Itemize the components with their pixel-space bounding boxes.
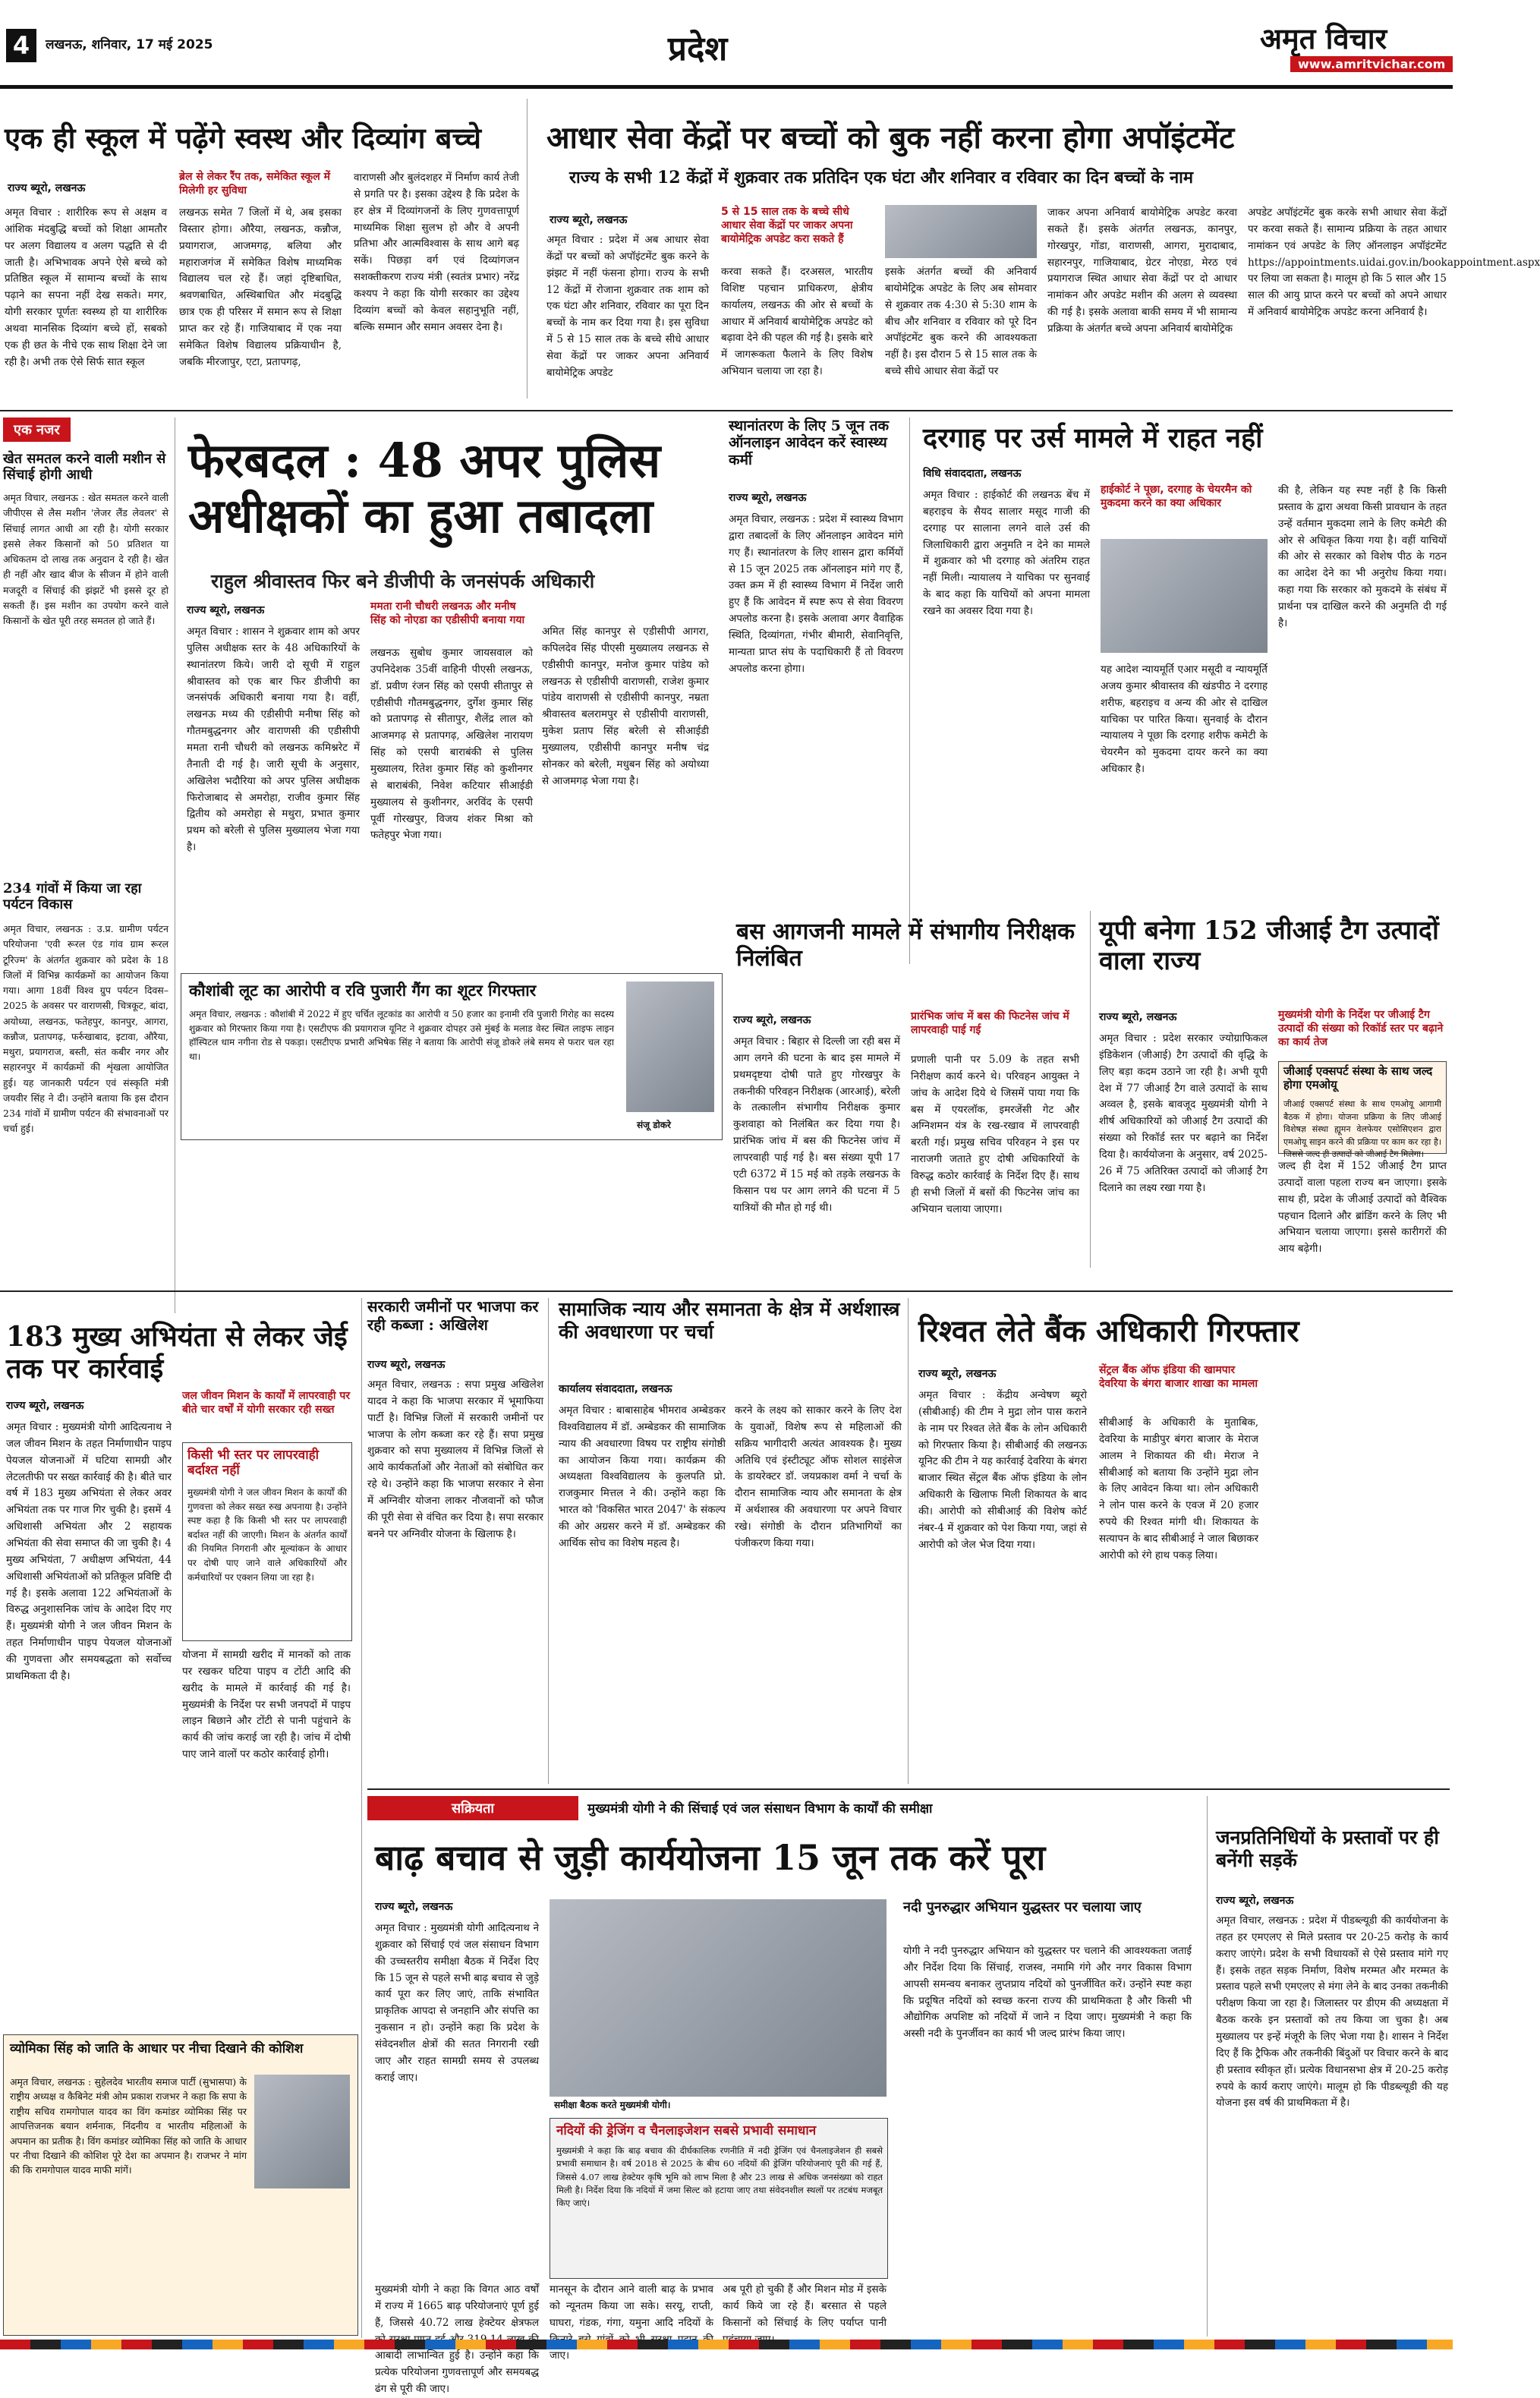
cm-meeting-photo	[550, 1899, 887, 2097]
byline: राज्य ब्यूरो, लखनऊ	[187, 604, 265, 616]
body-col-3: वाराणसी और बुलंदशहर में निर्माण कार्य तेजी से प्रगति पर है। इसका उद्देश्य है कि प्रदेश के हर क्षेत्र में दिव्यांगजनों के लिए गुणवत्तापूर्ण माध्यमिक शिक्षा सुलभ हो और वे अपनी प्रतिभा और आत्मविश्वास के साथ आगे बढ़ सकें। पिछड़ा वर्ग एवं दिव्यांगजन सशक्तीकरण राज्य मंत्री (स्वतंत्र प्रभार) नरेंद्र कश्यप ने कहा कि योगी सरकार का उद्देश्य दिव्यांग बच्चों को केवल सहानुभूति नहीं, बल्कि सम्मान और समान अवसर देना है।	[354, 172, 519, 333]
photo-caption: समीक्षा बैठक करते मुख्यमंत्री योगी।	[554, 2100, 671, 2110]
headline: फेरबदल : 48 अपर पुलिस अधीक्षकों का हुआ तबादला	[188, 433, 661, 544]
body-col-2: करवा सकते हैं। दरअसल, भारतीय विशिष्ट पहचान प्राधिकरण, क्षेत्रीय कार्यालय, लखनऊ की ओर से बच्चों के आधार में अनिवार्य बायोमेट्रिक अपडेट को बढ़ावा देने की पहल की गई है। इसके बारे में जागरूकता फैलाने के लिए विशेष अभियान चलाया जा रहा है।	[721, 266, 873, 378]
article-health-transfer	[729, 418, 903, 767]
body-col-1: अमृत विचार : केंद्रीय अन्वेषण ब्यूरो (सीबीआई) की टीम ने मुद्रा लोन पास कराने के नाम पर रिश्वत लेते बैंक के लोन अधिकारी को गिरफ्तार किया है। सीबीआई की लखनऊ यूनिट की टीम ने यह कार्रवाई देवरिया के बंगरा बाजार स्थित सेंट्रल बैंक ऑफ इंडिया के लोन अधिकारी के खिलाफ मिली शिकायत के बाद की। आरोपी को सीबीआई की विशेष कोर्ट नंबर-4 में शुक्रवार को पेश किया गया, जहां से आरोपी को जेल भेज दिया गया।	[918, 1389, 1087, 1551]
divider	[361, 1298, 362, 2338]
byline: राज्य ब्यूरो, लखनऊ	[6, 1400, 84, 1412]
body-col-2: योजना में सामग्री खरीद में मानकों को ताक पर रखकर घटिया पाइप व टोंटी आदि की खरीद के मामले में कार्रवाई की गई है। मुख्यमंत्री के निर्देश पर सभी जनपदों में पाइप लाइन बिछाने और टोंटी से पानी पहुंचाने के कार्य की जांच कराई जा रही है। जांच में दोषी पाए जाने वालों पर कठोर कार्रवाई होगी।	[182, 1649, 351, 1761]
body-col-4: अब पूरी हो चुकी हैं और मिशन मोड में इसके कार्य किये जा रहे हैं। बरसात से पहले किसानों को सिंचाई के लिए पर्याप्त पानी	[723, 2283, 887, 2329]
body-col-1: अमृत विचार : शासन ने शुक्रवार शाम को अपर पुलिस अधीक्षक स्तर के 48 अधिकारियों के स्थानांतरण किये। जारी दो सूची में राहुल श्रीवास्तव को एक बार फिर डीजीपी का जनसंपर्क अधिकारी बनाया गया है। वहीं, लखनऊ मध्य की एडीसीपी मनीषा सिंह को गौतमबुद्धनगर और वाराणसी की एडीसीपी ममता रानी चौधरी को लखनऊ कमिश्नरेट में तैनाती दी गई है। जारी सूची के अनुसार, अखिलेश भदौरिया को अपर पुलिस अधीक्षक फिरोजाबाद से अमरोहा, राजीव कुमार सिंह द्वितीय को अमरोहा से मथुरा, प्रभात कुमार प्रथम को बरेली से पुलिस मुख्यालय भेजा गया है।	[187, 625, 360, 854]
article-dargah-urs	[915, 418, 1450, 911]
headline: व्योमिका सिंह को जाति के आधार पर नीचा दिखाने की कोशिश	[10, 2041, 304, 2056]
page-number: 4	[6, 29, 36, 62]
body-text: अमृत विचार, लखनऊ : प्रदेश में स्वास्थ्य विभाग द्वारा तबादलों के लिए ऑनलाइन आवेदन मांगे गए हैं। स्थानांतरण के लिए शासन द्वारा कर्मियों से 15 जून 2025 तक ऑनलाइन मांगे गए हैं, उक्त क्रम में ही स्वास्थ्य विभाग में निर्देश जारी हुए हैं कि आवेदन में स्पष्ट रूप से सेवा विवरण अपलोड करना है। इसके अलावा अगर वैवाहिक स्थिति, दिव्यांगता, गंभीर बीमारी, सेवानिवृत्ति, मान्यता प्राप्त संघ के पदाधिकारी हैं तो विवरण अपलोड करना होगा।	[729, 513, 903, 675]
body-col-2: जल्द ही देश में 152 जीआई टैग प्राप्त उत्पादों वाला पहला राज्य बन जाएगा। इसके साथ ही, प्रदेश के जीआई उत्पादों को वैश्विक पहचान दिलाने और ब्रांडिंग करने के लिए भी अभियान चलाया जाएगा। इससे कारीगरों की आय बढ़ेगी।	[1278, 1160, 1447, 1256]
body-text: अमृत विचार, लखनऊ : सुहेलदेव भारतीय समाज पार्टी (सुभासपा) के राष्ट्रीय अध्यक्ष व कैबिनेट मंत्री ओम प्रकाश राजभर ने कहा कि सपा के राष्ट्रीय सचिव रामगोपाल यादव का विंग कमांडर व्योमिका सिंह पर आपत्तिजनक बयान शर्मनाक, निंदनीय व भारतीय महिलाओं के अपमान का प्रतीक है। विंग कमांडर व्योमिका सिंह को जाति के आधार पर नीचा दिखाने की कोशिश पूरे देश का अपमान है। राजभर ने मांग की कि रामगोपाल यादव माफी मांगें।	[10, 2076, 247, 2176]
bullet-point: सेंट्रल बैंक ऑफ इंडिया की खामपार देवरिया के बंगरा बाजार शाखा का मामला	[1099, 1364, 1258, 1391]
header-rule	[0, 85, 1453, 89]
body-col-1: अमृत विचार : प्रदेश में अब आधार सेवा केंद्रों पर बच्चों को अपॉइंटमेंट बुक करने के झंझट में नहीं फंसना होगा। राज्य के सभी 12 केंद्रों में रोजाना शुक्रवार तक शाम को एक घंटा और शनिवार, रविवार का पूरा दिन बच्चों के नाम कर दिया गया है। इस सुविधा में 5 से 15 साल तक के बच्चे सीधे आधार सेवा केंद्रों पर जाकर अपना अनिवार्य बायोमेट्रिक अपडेट	[546, 234, 709, 379]
headline: आधार सेवा केंद्रों पर बच्चों को बुक नहीं करना होगा अपॉइंटमेंट	[546, 120, 1235, 156]
body-text: अमृत विचार, लखनऊ : सपा प्रमुख अखिलेश यादव ने कहा कि भाजपा सरकार में भूमाफिया पार्टी है। विभिन्न जिलों में सरकारी जमीनों पर भाजपा के लोग कब्जा कर रहे हैं। सपा प्रमुख शुक्रवार को सपा मुख्यालय में विभिन्न जिलों से आये कार्यकर्ताओं और नेताओं को संबोधित कर रहे थे। उन्होंने कहा कि भाजपा सरकार ने सेना में अग्निवीर योजना लाकर नौजवानों को फौज की पूरी सेवा से वंचित कर दिया है। सपा सरकार बनने पर अग्निवीर योजना के खिलाफ है।	[367, 1379, 543, 1540]
body-col-1: अमृत विचार : शारीरिक रूप से अक्षम व आंशिक मंदबुद्धि बच्चों को शिक्षा आमतौर पर अलग विद्यालय व अलग पद्धति से दी जाती है। अभिभावक अपने ऐसे बच्चे को प्रतिष्ठित स्कूल में सामान्य बच्चों के साथ पढ़ाने का सपना नहीं देख सकते। मगर, योगी सरकार पूर्णतः स्वस्थ्य हो या शारीरिक अथवा मानसिक दिव्यांग बच्चे हों, सबको एक ही छत के नीचे एक साथ शिक्षा देने जा रही है। अभी तक ऐसे सिर्फ सात स्कूल	[5, 206, 167, 368]
headline: एक ही स्कूल में पढ़ेंगे स्वस्थ और दिव्यांग बच्चे	[5, 121, 481, 155]
article-kaushambi-arrest	[181, 973, 723, 1140]
article-gi-tag	[1096, 911, 1450, 1268]
box-title: किसी भी स्तर पर लापरवाही बर्दाश्त नहीं	[187, 1448, 320, 1479]
article-flood-plan	[367, 1796, 1202, 2396]
divider	[548, 1298, 549, 1784]
headline: बाढ़ बचाव से जुड़ी कार्ययोजना 15 जून तक करें पूरा	[375, 1837, 1046, 1878]
box-text: जीआई एक्सपर्ट संस्था के साथ एमओयू आगामी बैठक में होगा। योजना प्रक्रिया के लिए जीआई विशेषज्ञ संस्था ह्यूमन वेलफेयर एसोसिएशन द्वारा एमओयू साइन करने की प्रक्रिया पर काम कर रहा है। जिससे जल्द ही उत्पादों को जीआई टैग मिलेगा।	[1283, 1099, 1441, 1159]
body-col-2: मुख्यमंत्री योगी ने कहा कि विगत आठ वर्षों में राज्य में 1665 बाढ़ परियोजनाएं पूर्ण हुई हैं, जिससे 40.72 लाख हेक्टेयर क्षेत्रफल आबादी लाभान्वित हुई है। उन्होंने कहा कि प्रत्येक परियोजना गुणवत्तापूर्ण और समयबद्ध ढंग से पूरी की जाए।	[375, 2283, 539, 2396]
body-col-1: अमृत विचार : प्रदेश सरकार ज्योग्राफिकल इंडिकेशन (जीआई) टैग उत्पादों की वृद्धि के लिए बड़ा कदम उठाने जा रही है। अभी यूपी देश में 77 जीआई टैग वाले उत्पादों के साथ अव्वल है, इसके बावजूद मुख्यमंत्री योगी ने शीर्ष अधिकारियों को जीआई टैग उत्पादों की संख्या को रिकॉर्ड स्तर पर बढ़ाने का निर्देश दिया है। कार्ययोजना के अनुसार, वर्ष 2025-26 में 75 अतिरिक्त उत्पादों को जीआई टैग दिलाने का लक्ष्य रखा गया है।	[1099, 1032, 1268, 1194]
headline: दरगाह पर उर्स मामले में राहत नहीं	[923, 422, 1263, 454]
byline: राज्य ब्यूरो, लखनऊ	[729, 492, 807, 504]
row-rule	[0, 1290, 1453, 1292]
body-text: अमृत विचार, लखनऊ : कौशांबी में 2022 में हुए चर्चित लूटकांड का आरोपी व 50 हजार का इनामी रवि पुजारी गिरोह का सदस्य शुक्रवार को गिरफ्तार किया गया है। एसटीएफ की प्रयागराज यूनिट ने शुक्रवार दोपहर उसे मुंबई के मलाड वेस्ट स्थित लाइफ लाइन हॉस्पिटल धाम नगीना रोड से पकड़ा। एसटीएफ प्रभारी अभिषेक सिंह ने बताया कि आरोपी संजू डोकरे लंबे समय से फरार चल रहा था।	[189, 1009, 614, 1062]
photo-caption: संजू डोकरे	[637, 1120, 671, 1130]
section-tag: एक नजर	[3, 418, 71, 442]
body-col-1: अमृत विचार : मुख्यमंत्री योगी आदित्यनाथ ने शुक्रवार को सिंचाई एवं जल संसाधन विभाग की उच्चस्तरीय समीक्षा बैठक में निर्देश दिए कि 15 जून से पहले सभी बाढ़ बचाव से जुड़े कार्य पूरा कर लिए जाएं, ताकि संभावित प्राकृतिक आपदा से जनहानि और संपत्ति का नुकसान न हो। उन्होंने कहा कि प्रदेश के संवेदनशील क्षेत्रों की सतत निगरानी रखी जाए और राहत सामग्री समय से उपलब्ध कराई जाए।	[375, 1922, 539, 2084]
bullet-point: मुख्यमंत्री योगी के निर्देश पर जीआई टैग उत्पादों की संख्या को रिकॉर्ड स्तर पर बढ़ाने का कार्य तेज	[1278, 1009, 1444, 1049]
bullet-point: ब्रेल से लेकर रैंप तक, समेकित स्कूल में मिलेगी हर सुविधा	[179, 171, 331, 197]
article-aadhaar	[531, 91, 1540, 402]
rajbhar-photo	[254, 2075, 350, 2188]
body-col-2: लखनऊ समेत 7 जिलों में थे, अब इसका विस्तार होगा। औरैया, लखनऊ, कन्नौज, प्रयागराज, आजमगढ़, बलिया और महाराजगंज में समेकित विशेष माध्यमिक विद्यालय चल रहे हैं। जहां दृष्टिबाधित, श्रवणबाधित, अस्थिबाधित और मंदबुद्धि छात्र एक ही परिसर में समान रूप से शिक्षा प्राप्त कर रहे हैं। गाजियाबाद में एक नया समेकित विशेष विद्यालय प्रक्रियाधीन है, जबकि मीरजापुर, एटा, प्रतापगढ़,	[179, 206, 342, 368]
byline: राज्य ब्यूरो, लखनऊ	[367, 1359, 446, 1371]
byline: राज्य ब्यूरो, लखनऊ	[918, 1368, 997, 1380]
info-box	[182, 1442, 352, 1641]
masthead	[0, 0, 1453, 90]
body-col-1: अमृत विचार : बाबासाहेब भीमराव अम्बेडकर विश्वविद्यालय में डॉ. अम्बेडकर की सामाजिक न्याय की अवधारणा विषय पर राष्ट्रीय संगोष्ठी का आयोजन किया गया। कार्यक्रम की अध्यक्षता विश्वविद्यालय के कुलपति प्रो. राजकुमार मित्तल ने की। उन्होंने कहा कि भारत को 'विकसित भारत 2047' के संकल्प की ओर अग्रसर करने में डॉ. अम्बेडकर की आर्थिक सोच का विशेष महत्व है।	[559, 1404, 726, 1549]
byline: राज्य ब्यूरो, लखनऊ	[550, 214, 628, 226]
article-jal-jeevan-action	[0, 1298, 357, 2027]
bullet-point: हाईकोर्ट ने पूछा, दरगाह के चेयरमैन को मुकदमा करने का क्या अधिकार	[1101, 484, 1252, 510]
section-title: प्रदेश	[668, 30, 728, 68]
website-link[interactable]: www.amritvichar.com	[1290, 56, 1453, 72]
body-col-2: प्रणाली पानी पर 5.09 के तहत सभी निरीक्षण कार्य करने थे। परिवहन आयुक्त ने जांच के आदेश दिये थे जिसमें पाया गया कि बस में एयरलॉक, इमरजेंसी गेट और अग्निशमन यंत्र के रख-रखाव में लापरवाही बरती गई। प्रमुख सचिव परिवहन ने इस पर नाराजगी जताते हुए दोषी अधिकारियों के विरुद्ध कठोर कार्रवाई के निर्देश दिए हैं। साथ ही सभी जिलों में बसों की फिटनेस जांच का अभियान चलाया जाएगा।	[911, 1054, 1079, 1215]
box-title: नदियों की ड्रेजिंग व चैनलाइजेशन सबसे प्रभावी समाधान	[556, 2123, 817, 2138]
body-col-2: यह आदेश न्यायमूर्ति एआर मसूदी व न्यायमूर्ति अजय कुमार श्रीवास्तव की खंडपीठ ने दरगाह शरीफ, बहराइच व अन्य की ओर से दाखिल याचिका पर पारित किया। सुनवाई के दौरान न्यायालय ने पूछा कि दरगाह शरीफ कमेटी के चेयरमैन को मुकदमा दायर करने का क्या अधिकार है।	[1101, 663, 1268, 776]
accused-photo	[626, 982, 714, 1112]
box-text: मुख्यमंत्री योगी ने जल जीवन मिशन के कार्यों की गुणवत्ता को लेकर सख्त रुख अपनाया है। उन्होंने स्पष्ट कहा है कि किसी भी स्तर पर लापरवाही बर्दाश्त नहीं की जाएगी। मिशन के अंतर्गत कार्यों की नियमित निगरानी और मूल्यांकन के आधार पर दोषी पाए जाने वाले अधिकारियों और कर्मचारियों पर एक्शन लिया जा रहा है।	[187, 1487, 347, 1583]
article-roads	[1213, 1796, 1450, 2337]
article-vyomika-singh	[3, 2034, 358, 2336]
headline: बस आगजनी मामले में संभागीय निरीक्षक निलंबित	[736, 919, 1075, 972]
headline: रिश्वत लेते बैंक अधिकारी गिरफ्तार	[918, 1313, 1299, 1349]
divider	[908, 1298, 909, 1784]
at-a-glance-column	[0, 418, 171, 1313]
brief-headline-2: 234 गांवों में किया जा रहा पर्यटन विकास	[3, 881, 142, 913]
headline: सामाजिक न्याय और समानता के क्षेत्र में अर्थशास्त्र की अवधारणा पर चर्चा	[559, 1298, 900, 1343]
brief-text-1: अमृत विचार, लखनऊ : खेत समतल करने वाली जीपीएस से लैस मशीन 'लेजर लैंड लेवलर' से सिंचाई लागत आधी आ रही है। योगी सरकार इससे लेकर किसानों को 50 प्रतिशत या अधिकतम दो लाख तक अनुदान दे रही है। खेत ही नहीं और खाद बीज के सीजन में होने वाली मजदूरी व सिंचाई की झंझटें भी इससे दूर हो सकती हैं। इस मशीन का उपयोग करने वाले किसानों के खेत पूरी तरह समतल हो जाते हैं।	[3, 492, 168, 626]
article-akhilesh	[367, 1298, 543, 1784]
bullet-point: जल जीवन मिशन के कार्यों में लापरवाही पर बीते चार वर्षों में योगी सरकार रही सख्त	[182, 1390, 351, 1416]
body-col-5: अपडेट अपॉइंटमेंट बुक करके सभी आधार सेवा केंद्रों पर करवा सकते हैं। सामान्य प्रक्रिया के तहत आधार नामांकन एवं अपडेट के लिए ऑनलाइन अपॉइंटमेंट https://appointments.uidai.gov.in/bookappointment.aspx पर लिया जा सकता है। मालूम हो कि 5 साल और 15 साल की आयु प्राप्त करने पर बच्चों को अपने आधार में अनिवार्य बायोमेट्रिक अपडेट करना अनिवार्य है।	[1248, 206, 1540, 319]
byline: राज्य ब्यूरो, लखनऊ	[375, 1901, 453, 1913]
body-col-3: की है, लेकिन यह स्पष्ट नहीं है कि किसी प्रस्ताव के द्वारा अथवा किसी प्रावधान के तहत उन्हें वर्तमान मुकदमा लाने के लिए कमेटी की ओर से अधिकृत किया गया है। वहीं याचियों की ओर से सरकार को विशेष पीठ के गठन का आदेश देने का भी अनुरोध किया गया। कहा गया कि सरकार को मुकदमे के संबंध में प्रार्थना पत्र दाखिल करने की अनुमति दी गई है।	[1278, 484, 1447, 629]
section-tag: सक्रियता	[367, 1796, 578, 1820]
body-col-1: अमृत विचार : बिहार से दिल्ली जा रही बस में आग लगने की घटना के बाद इस मामले में प्रथमदृष्टया दोषी पाते हुए गोरखपुर के तकनीकी परिवहन निरीक्षक (आरआई), बरेली के तत्कालीन संभागीय निरीक्षक कुमार कुशवाहा को निलंबित कर दिया गया है। प्रारंभिक जांच में बस की फिटनेस जांच में लापरवाही पाई गई है। बस संख्या यूपी 17 एटी 6372 में 15 मई को तड़के लखनऊ के किसान पथ पर आग लगने की घटना में 5 यात्रियों की मौत हो गई थी।	[733, 1035, 900, 1214]
body-col-4: जाकर अपना अनिवार्य बायोमेट्रिक अपडेट करवा सकते हैं। इसके अंतर्गत लखनऊ, कानपुर, गोरखपुर, गोंडा, वाराणसी, आगरा, मुरादाबाद, सहारनपुर, गाजियाबाद, ग्रेटर नोएडा, मेरठ एवं प्रयागराज स्थित आधार सेवा केंद्रों पर दो आधार नामांकन और अपडेट मशीन की अलग से व्यवस्था की गई है। इसके अलावा बाकी समय में भी सामान्य प्रक्रिया के अंतर्गत बच्चे अपना अनिवार्य बायोमेट्रिक	[1047, 206, 1237, 336]
bullet-point: ममता रानी चौधरी लखनऊ और मनीष सिंह को नोएडा का एडीसीपी बनाया गया	[370, 600, 525, 627]
info-box	[550, 2118, 888, 2279]
byline: राज्य ब्यूरो, लखनऊ	[8, 182, 86, 194]
kicker: मुख्यमंत्री योगी ने की सिंचाई एवं जल संसाधन विभाग के कार्यों की समीक्षा	[587, 1801, 933, 1817]
high-court-photo	[1101, 539, 1268, 653]
row-rule	[0, 410, 1453, 411]
deck: राहुल श्रीवास्तव फिर बने डीजीपी के जनसंपर्क अधिकारी	[211, 570, 595, 592]
info-box	[1278, 1061, 1447, 1159]
body-col-3: अमित सिंह कानपुर से एडीसीपी आगरा, कपिलदेव सिंह पीएसी मुख्यालय लखनऊ से एडीसीपी कानपुर, मनोज कुमार पांडेय को लखनऊ से एडीसीपी वाराणसी, राजेश कुमार पांडेय वाराणसी से एडीसीपी कानपुर, नम्रता श्रीवास्तव बलरामपुर से एडीसीपी वाराणसी, मुकेश प्रताप सिंह बरेली से सीआईडी मुख्यालय, एडीसीपी कानपुर मनीष चंद्र सोनकर को बरेली, मधुबन सिंह को अयोध्या से आजमगढ़ भेजा गया है।	[542, 625, 709, 787]
byline: राज्य ब्यूरो, लखनऊ	[733, 1014, 811, 1026]
byline: राज्य ब्यूरो, लखनऊ	[1216, 1895, 1294, 1907]
sidebar-headline: नदी पुनरुद्धार अभियान युद्धस्तर पर चलाया जाए	[903, 1899, 1142, 1915]
divider	[909, 418, 910, 964]
aadhaar-card-image	[885, 205, 1037, 258]
brief-headline-1: खेत समतल करने वाली मशीन से सिंचाई होगी आधी	[3, 451, 166, 484]
body-col-3: इसके अंतर्गत बच्चों की अनिवार्य बायोमेट्रिक अपडेट के लिए अब सोमवार से शुक्रवार तक 4:30 से 5:30 शाम के बीच और शनिवार व रविवार को पूरे दिन अपॉइंटमेंट बुक करने की आवश्यकता नहीं है। इस दौरान 5 से 15 साल तक के बच्चे सीधे आधार सेवा केंद्रों पर	[885, 266, 1037, 378]
article-inclusive-school	[0, 91, 524, 402]
headline: 183 मुख्य अभियंता से लेकर जेई तक पर कार्रवाई	[6, 1321, 348, 1385]
brief-text-2: अमृत विचार, लखनऊ : उ.प्र. ग्रामीण पर्यटन परियोजना 'एवी रूरल एंड गांव ग्राम रूरल टूरिज्म' के अंतर्गत शुक्रवार को प्रदेश के 18 जिलों में विभिन्न कार्यक्रमों का आयोजन किया गया। आगा 18वीं विश्व ग्रुप पर्यटन दिवस–2025 के अवसर पर वाराणसी, चित्रकूट, बांदा, अयोध्या, लखनऊ, फतेहपुर, कानपुर, आगरा, कन्नौज, प्रतापगढ़, फर्रुखाबाद, इटावा, औरैया, मथुरा, प्रयागराज, बस्ती, संत कबीर नगर और सहारनपुर में कार्यक्रमों की शृंखला आयोजित हुई। यह जानकारी पर्यटन एवं संस्कृति मंत्री जयवीर सिंह ने दी। उन्होंने बताया कि इस दौरान 234 गांवों में ग्रामीण पर्यटन की संभावनाओं पर चर्चा हुई।	[3, 923, 168, 1135]
byline: राज्य ब्यूरो, लखनऊ	[1099, 1011, 1177, 1023]
body-text: अमृत विचार, लखनऊ : प्रदेश में पीडब्ल्यूडी की कार्ययोजना के तहत हर एमएलए से मिले प्रस्ताव पर 20-25 करोड़ के कार्य कराए जाएंगे। प्रदेश के सभी विधायकों से ऐसे प्रस्ताव मांगे गए हैं। इसके तहत सड़क निर्माण, विशेष मरम्मत और मरम्मत के प्रस्ताव पहले सभी एमएलए से मंगा लेने के बाद उनका तकनीकी परीक्षण किया जा रहा है। जिलास्तर पर डीएम की अध्यक्षता में बैठक करके इन प्रस्तावों को तय किया जा चुका है। अब मुख्यालय पर इन्हें मंजूरी के लिए भेजा गया है। शासन ने निर्देश दिए हैं कि ट्रैफिक और तकनीकी बिंदुओं पर विचार करने के बाद ही प्रस्ताव स्वीकृत हों। प्रत्येक विधानसभा क्षेत्र में 20-25 करोड़ रुपये के कार्य कराए जाएंगे। मालूम हो कि पीडब्ल्यूडी की यह योजना इस वर्ष की प्राथमिकता में है।	[1216, 1914, 1448, 2110]
edition-date: लखनऊ, शनिवार, 17 मई 2025	[46, 37, 213, 52]
body-col-3	[1271, 1363, 1447, 1779]
headline: स्थानांतरण के लिए 5 जून तक ऑनलाइन आवेदन करें स्वास्थ्य कर्मी	[729, 418, 890, 468]
divider	[1090, 911, 1091, 1268]
brand-logo: अमृत विचार	[1260, 21, 1387, 55]
deck: राज्य के सभी 12 केंद्रों में शुक्रवार तक प्रतिदिन एक घंटा और शनिवार व रविवार का दिन बच्चों के नाम	[569, 168, 1194, 187]
footer-color-strip	[0, 2340, 1453, 2349]
body-col-3: मानसून के दौरान आने वाली बाढ़ के प्रभाव को न्यूनतम किया जा सके। सरयू, राप्ती, घाघरा, गंडक, गंगा, यमुना आदि नदियों के जाए।	[550, 2283, 713, 2362]
body-col-2: सीबीआई के अधिकारी के मुताबिक, देवरिया के माडीपुर बंगरा बाजार के मेराज आलम ने शिकायत की थी। मेराज ने सीबीआई को बताया कि उन्होंने मुद्रा लोन के लिए आवेदन किया था। लोन अधिकारी ने लोन पास करने के एवज में 20 हजार रुपये की रिश्वत मांगी थी। शिकायत के सत्यापन के बाद सीबीआई ने जाल बिछाकर आरोपी को रंगे हाथ पकड़ लिया।	[1099, 1416, 1258, 1561]
headline: कौशांबी लूट का आरोपी व रवि पुजारी गैंग का शूटर गिरफ्तार	[189, 981, 537, 1000]
row-rule	[367, 1788, 1450, 1790]
headline: सरकारी जमीनों पर भाजपा कर रही कब्जा : अखिलेश	[367, 1297, 539, 1334]
headline: जनप्रतिनिधियों के प्रस्तावों पर ही बनेंगी सड़कें	[1216, 1826, 1439, 1871]
byline: विधि संवाददाता, लखनऊ	[923, 468, 1022, 480]
divider	[1207, 1796, 1208, 2337]
sidebar-text: योगी ने नदी पुनरुद्धार अभियान को युद्धस्तर पर चलाने की आवश्यकता जताई और निर्देश दिया कि सिंचाई, राजस्व, नमामि गंगे और नगर विकास विभाग आपसी समन्वय बनाकर लुप्तप्राय नदियों को पुनर्जीवित करें। उन्होंने स्पष्ट कहा कि प्रदूषित नदियों को स्वच्छ करना राज्य की प्राथमिकता है और किसी भी औद्योगिक अपशिष्ट को नदियों में जाने न दिया जाए। मुख्यमंत्री ने कहा कि अस्सी नदी के पुनर्जीवन का कार्य भी जल्द प्रारंभ किया जाए।	[903, 1945, 1192, 2040]
bullet-point: प्रारंभिक जांच में बस की फिटनेस जांच में लापरवाही पाई गई	[911, 1010, 1069, 1037]
byline: कार्यालय संवाददाता, लखनऊ	[559, 1383, 672, 1395]
body-col-2: लखनऊ सुबोध कुमार जायसवाल को उपनिदेशक 35वीं वाहिनी पीएसी लखनऊ, डॉ. प्रवीण रंजन सिंह को एसपी सीतापुर से एडीसीपी गौतमबुद्धनगर, दुर्गेश कुमार सिंह को प्रतापगढ़ से सीतापुर, शैलेंद्र लाल को आजमगढ़ से प्रतापगढ़, अखिलेश नारायण सिंह को एसपी बाराबंकी से पुलिस मुख्यालय, रितेश कुमार सिंह को कुशीनगर से बाराबंकी, निवेश कटियार सीआईडी मुख्यालय से कुशीनगर, अरविंद के एसपी पूर्वी गोरखपुर, विजय शंकर मिश्रा को फतेहपुर भेजा गया।	[370, 647, 533, 842]
body-col-1: अमृत विचार : हाईकोर्ट की लखनऊ बेंच में बहराइच के सैयद सालार मसूद गाजी की दरगाह पर सालाना लगने वाले उर्स की जिलाधिकारी द्वारा अनुमति न देने का मामले में शुक्रवार को भी दरगाह को अंतरिम राहत नहीं मिली। न्यायालय ने याचिका पर सुनवाई के बाद कहा कि याचियों को अपना मामला रखने का अवसर दिया गया है।	[923, 489, 1090, 618]
body-col-1: अमृत विचार : मुख्यमंत्री योगी आदित्यनाथ ने जल जीवन मिशन के तहत निर्माणाधीन पाइप पेयजल योजनाओं में घटिया सामग्री और लेटलतीफी पर सख्त कार्रवाई की है। बीते चार वर्ष में 183 मुख्य अभियंता से लेकर अवर अभियंता तक पर गाज गिर चुकी है। इसमें 4 अधिशासी अभियंता और 2 सहायक अभियंता की सेवा समाप्त की जा चुकी है। 4 मुख्य अभियंता, 7 अधीक्षण अभियंता, 44 अधिशासी अभियंताओं को प्रतिकूल प्रविष्टि दी गई है। इसके अलावा 122 अभियंताओं के विरुद्ध अनुशासनिक जांच के आदेश दिए गए हैं। मुख्यमंत्री योगी ने जल जीवन मिशन के तहत निर्माणाधीन पाइप पेयजल योजनाओं की गुणवत्ता और समयबद्धता को सर्वोच्च प्राथमिकता दी है।	[6, 1421, 172, 1682]
article-police-transfer	[181, 418, 712, 964]
bullet-point: 5 से 15 साल तक के बच्चे सीधे आधार सेवा केंद्रों पर जाकर अपना बायोमेट्रिक अपडेट करा सकते हैं	[721, 206, 853, 246]
article-economics-seminar	[554, 1298, 903, 1784]
body-col-2: करने के लक्ष्य को साकार करने के लिए देश के युवाओं, विशेष रूप से महिलाओं की सक्रिय भागीदारी अत्यंत आवश्यक है। मुख्य अतिथि एवं इंस्टीट्यूट ऑफ सोशल साइंसेज के डायरेक्टर डॉ. जयप्रकाश वर्मा ने चर्चा के दौरान सामाजिक न्याय और समानता के क्षेत्र में अर्थशास्त्र की अवधारणा पर अपने विचार रखे। संगोष्ठी के दौरान प्रतिभागियों का पंजीकरण किया गया।	[735, 1404, 902, 1549]
article-bus-fire	[729, 919, 1085, 1268]
divider	[527, 99, 528, 399]
box-title: जीआई एक्सपर्ट संस्था के साथ जल्द होगा एमओयू	[1283, 1064, 1433, 1092]
article-bank-bribe	[914, 1298, 1450, 1784]
headline: यूपी बनेगा 152 जीआई टैग उत्पादों वाला राज्य	[1099, 915, 1439, 977]
box-text: मुख्यमंत्री ने कहा कि बाढ़ बचाव की दीर्घकालिक रणनीति में नदी ड्रेजिंग एवं चैनलाइजेशन ही सबसे प्रभावी समाधान है। वर्ष 2018 से 2025 के बीच 60 नदियों की ड्रेजिंग परियोजनाएं पूरी की गई हैं, जिससे 4.07 लाख हेक्टेयर कृषि भूमि को लाभ मिला है और 23 लाख से अधिक जनसंख्या को राहत मिली है। निर्देश दिया कि नदियों में जमा सिल्ट को हटाया जाए तथा संवेदनशील स्थलों पर तटबंध मजबूत किए जाएं।	[556, 2145, 883, 2208]
